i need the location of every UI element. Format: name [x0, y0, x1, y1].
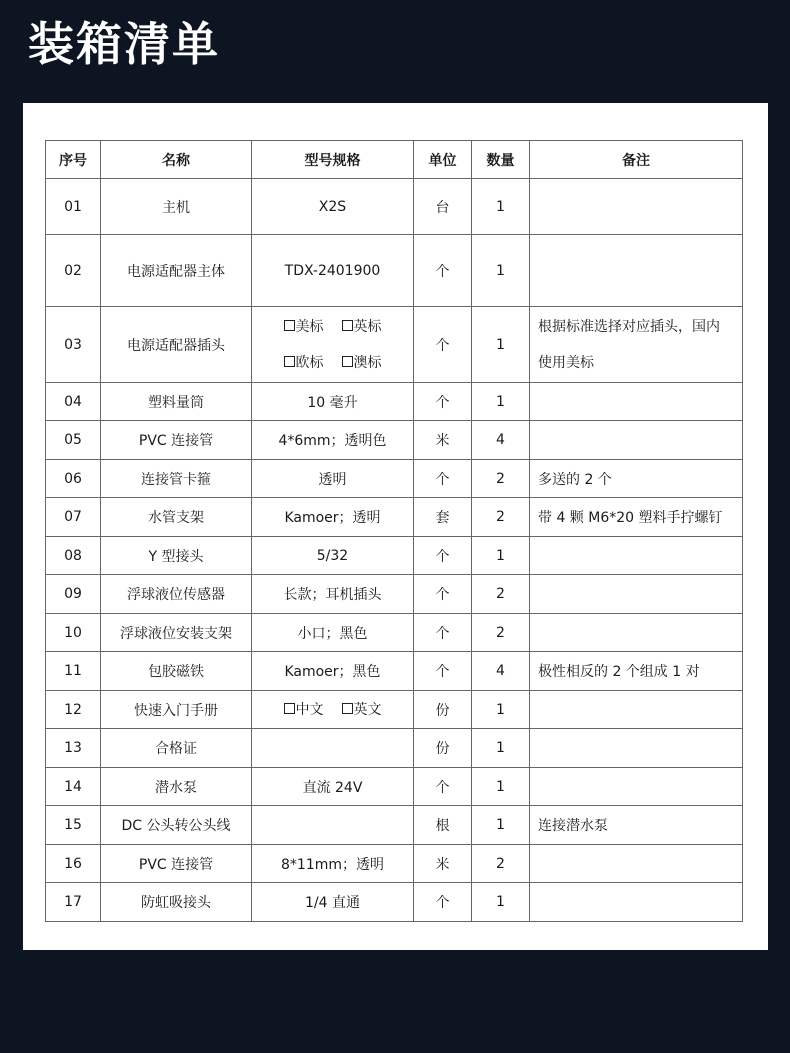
- cell-no: 15: [46, 806, 101, 845]
- cell-unit: 个: [414, 652, 472, 691]
- cell-spec: Kamoer；黑色: [252, 652, 414, 691]
- table-row: [46, 421, 743, 460]
- checkbox-icon: [342, 320, 353, 331]
- cell-name: PVC 连接管: [101, 845, 252, 883]
- packing-list-panel: [23, 103, 768, 950]
- cell-unit: 个: [414, 614, 472, 652]
- cell-spec: 小口；黑色: [252, 614, 414, 652]
- cell-spec: 直流 24V: [252, 768, 414, 806]
- spec-option-line: [252, 309, 413, 345]
- cell-name: 防虹吸接头: [101, 883, 252, 922]
- spec-option-line: [252, 692, 413, 728]
- cell-no: 05: [46, 421, 101, 460]
- table-row: [46, 691, 743, 729]
- spec-option: [342, 309, 382, 345]
- spec-option-label: 美标: [295, 318, 324, 335]
- packing-list-table: [45, 140, 743, 922]
- cell-note: [530, 691, 743, 729]
- spec-option: [284, 692, 324, 728]
- cell-unit: 个: [414, 768, 472, 806]
- cell-qty: 2: [472, 845, 530, 883]
- cell-unit: 台: [414, 179, 472, 235]
- cell-note: [530, 768, 743, 806]
- cell-name: 主机: [101, 179, 252, 235]
- cell-name: DC 公头转公头线: [101, 806, 252, 845]
- cell-note: [530, 307, 743, 383]
- cell-spec: 10 毫升: [252, 383, 414, 421]
- cell-name: 合格证: [101, 729, 252, 768]
- spec-option-label: 中文: [295, 701, 324, 718]
- cell-qty: 1: [472, 691, 530, 729]
- column-header-spec: 型号规格: [252, 141, 414, 179]
- cell-name: 电源适配器主体: [101, 235, 252, 307]
- spec-option: [284, 309, 324, 345]
- table-row: [46, 307, 743, 383]
- cell-unit: 个: [414, 537, 472, 575]
- cell-no: 04: [46, 383, 101, 421]
- spec-option-label: 欧标: [295, 354, 324, 371]
- cell-name: 连接管卡箍: [101, 460, 252, 498]
- cell-qty: 1: [472, 806, 530, 845]
- spec-option-label: 英文: [353, 701, 382, 718]
- cell-unit: 个: [414, 575, 472, 614]
- cell-no: 10: [46, 614, 101, 652]
- column-header-no: 序号: [46, 141, 101, 179]
- table-row: [46, 614, 743, 652]
- cell-note: [530, 614, 743, 652]
- cell-no: 01: [46, 179, 101, 235]
- cell-name: 浮球液位安装支架: [101, 614, 252, 652]
- cell-name: 浮球液位传感器: [101, 575, 252, 614]
- checkbox-icon: [342, 356, 353, 367]
- table-row: [46, 652, 743, 691]
- checkbox-icon: [284, 356, 295, 367]
- cell-unit: 套: [414, 498, 472, 537]
- cell-qty: 1: [472, 729, 530, 768]
- cell-spec: 长款；耳机插头: [252, 575, 414, 614]
- column-header-unit: 单位: [414, 141, 472, 179]
- column-header-qty: 数量: [472, 141, 530, 179]
- cell-note: [530, 845, 743, 883]
- table-row: [46, 460, 743, 498]
- cell-no: 03: [46, 307, 101, 383]
- cell-qty: 1: [472, 768, 530, 806]
- cell-no: 07: [46, 498, 101, 537]
- table-row: [46, 729, 743, 768]
- cell-spec: Kamoer；透明: [252, 498, 414, 537]
- cell-note: [530, 729, 743, 768]
- checkbox-icon: [342, 703, 353, 714]
- cell-qty: 4: [472, 421, 530, 460]
- cell-no: 06: [46, 460, 101, 498]
- page-title: 装箱清单: [28, 17, 220, 71]
- spec-option: [342, 345, 382, 381]
- cell-unit: 根: [414, 806, 472, 845]
- checkbox-icon: [284, 703, 295, 714]
- cell-no: 09: [46, 575, 101, 614]
- cell-name: 快速入门手册: [101, 691, 252, 729]
- cell-no: 11: [46, 652, 101, 691]
- table-row: [46, 845, 743, 883]
- cell-unit: 份: [414, 729, 472, 768]
- cell-qty: 2: [472, 575, 530, 614]
- table-header-row: [46, 141, 743, 179]
- cell-spec: [252, 729, 414, 768]
- cell-spec: X2S: [252, 179, 414, 235]
- spec-option: [342, 692, 382, 728]
- spec-option: [284, 345, 324, 381]
- cell-unit: 米: [414, 421, 472, 460]
- cell-note: [530, 179, 743, 235]
- cell-note: [530, 235, 743, 307]
- cell-no: 12: [46, 691, 101, 729]
- table-row: [46, 806, 743, 845]
- checkbox-icon: [284, 320, 295, 331]
- column-header-name: 名称: [101, 141, 252, 179]
- table-body: [46, 179, 743, 922]
- cell-note: 极性相反的 2 个组成 1 对: [530, 652, 743, 691]
- cell-no: 02: [46, 235, 101, 307]
- cell-unit: 个: [414, 307, 472, 383]
- cell-name: 电源适配器插头: [101, 307, 252, 383]
- cell-spec: TDX-2401900: [252, 235, 414, 307]
- cell-qty: 1: [472, 307, 530, 383]
- cell-note: 连接潜水泵: [530, 806, 743, 845]
- cell-spec: [252, 307, 414, 383]
- cell-no: 16: [46, 845, 101, 883]
- cell-no: 08: [46, 537, 101, 575]
- cell-name: 包胶磁铁: [101, 652, 252, 691]
- cell-unit: 个: [414, 235, 472, 307]
- cell-no: 17: [46, 883, 101, 922]
- cell-name: 水管支架: [101, 498, 252, 537]
- table-row: [46, 883, 743, 922]
- table-row: [46, 768, 743, 806]
- cell-name: Y 型接头: [101, 537, 252, 575]
- cell-note: [530, 537, 743, 575]
- cell-note: [530, 575, 743, 614]
- spec-option-label: 澳标: [353, 354, 382, 371]
- cell-no: 14: [46, 768, 101, 806]
- cell-no: 13: [46, 729, 101, 768]
- table-row: [46, 575, 743, 614]
- table-row: [46, 179, 743, 235]
- spec-option-line: [252, 345, 413, 381]
- cell-note: [530, 421, 743, 460]
- note-line: 使用美标: [538, 354, 594, 371]
- note-line: 根据标准选择对应插头，国内: [538, 318, 720, 335]
- cell-note: [530, 883, 743, 922]
- cell-note: 多送的 2 个: [530, 460, 743, 498]
- cell-qty: 2: [472, 498, 530, 537]
- cell-spec: 1/4 直通: [252, 883, 414, 922]
- table-row: [46, 235, 743, 307]
- cell-name: 潜水泵: [101, 768, 252, 806]
- cell-unit: 个: [414, 460, 472, 498]
- table-row: [46, 537, 743, 575]
- table-row: [46, 498, 743, 537]
- cell-name: 塑料量筒: [101, 383, 252, 421]
- cell-qty: 1: [472, 537, 530, 575]
- cell-qty: 1: [472, 383, 530, 421]
- cell-note: [530, 383, 743, 421]
- cell-name: PVC 连接管: [101, 421, 252, 460]
- cell-unit: 米: [414, 845, 472, 883]
- cell-unit: 个: [414, 383, 472, 421]
- cell-note: 带 4 颗 M6*20 塑料手拧螺钉: [530, 498, 743, 537]
- cell-spec: 5/32: [252, 537, 414, 575]
- cell-spec: [252, 691, 414, 729]
- cell-qty: 4: [472, 652, 530, 691]
- cell-spec: 透明: [252, 460, 414, 498]
- cell-qty: 1: [472, 235, 530, 307]
- cell-qty: 2: [472, 460, 530, 498]
- cell-spec: 4*6mm；透明色: [252, 421, 414, 460]
- cell-unit: 份: [414, 691, 472, 729]
- column-header-note: 备注: [530, 141, 743, 179]
- cell-spec: 8*11mm；透明: [252, 845, 414, 883]
- spec-option-label: 英标: [353, 318, 382, 335]
- cell-qty: 1: [472, 883, 530, 922]
- cell-spec: [252, 806, 414, 845]
- table-row: [46, 383, 743, 421]
- cell-qty: 2: [472, 614, 530, 652]
- cell-qty: 1: [472, 179, 530, 235]
- cell-unit: 个: [414, 883, 472, 922]
